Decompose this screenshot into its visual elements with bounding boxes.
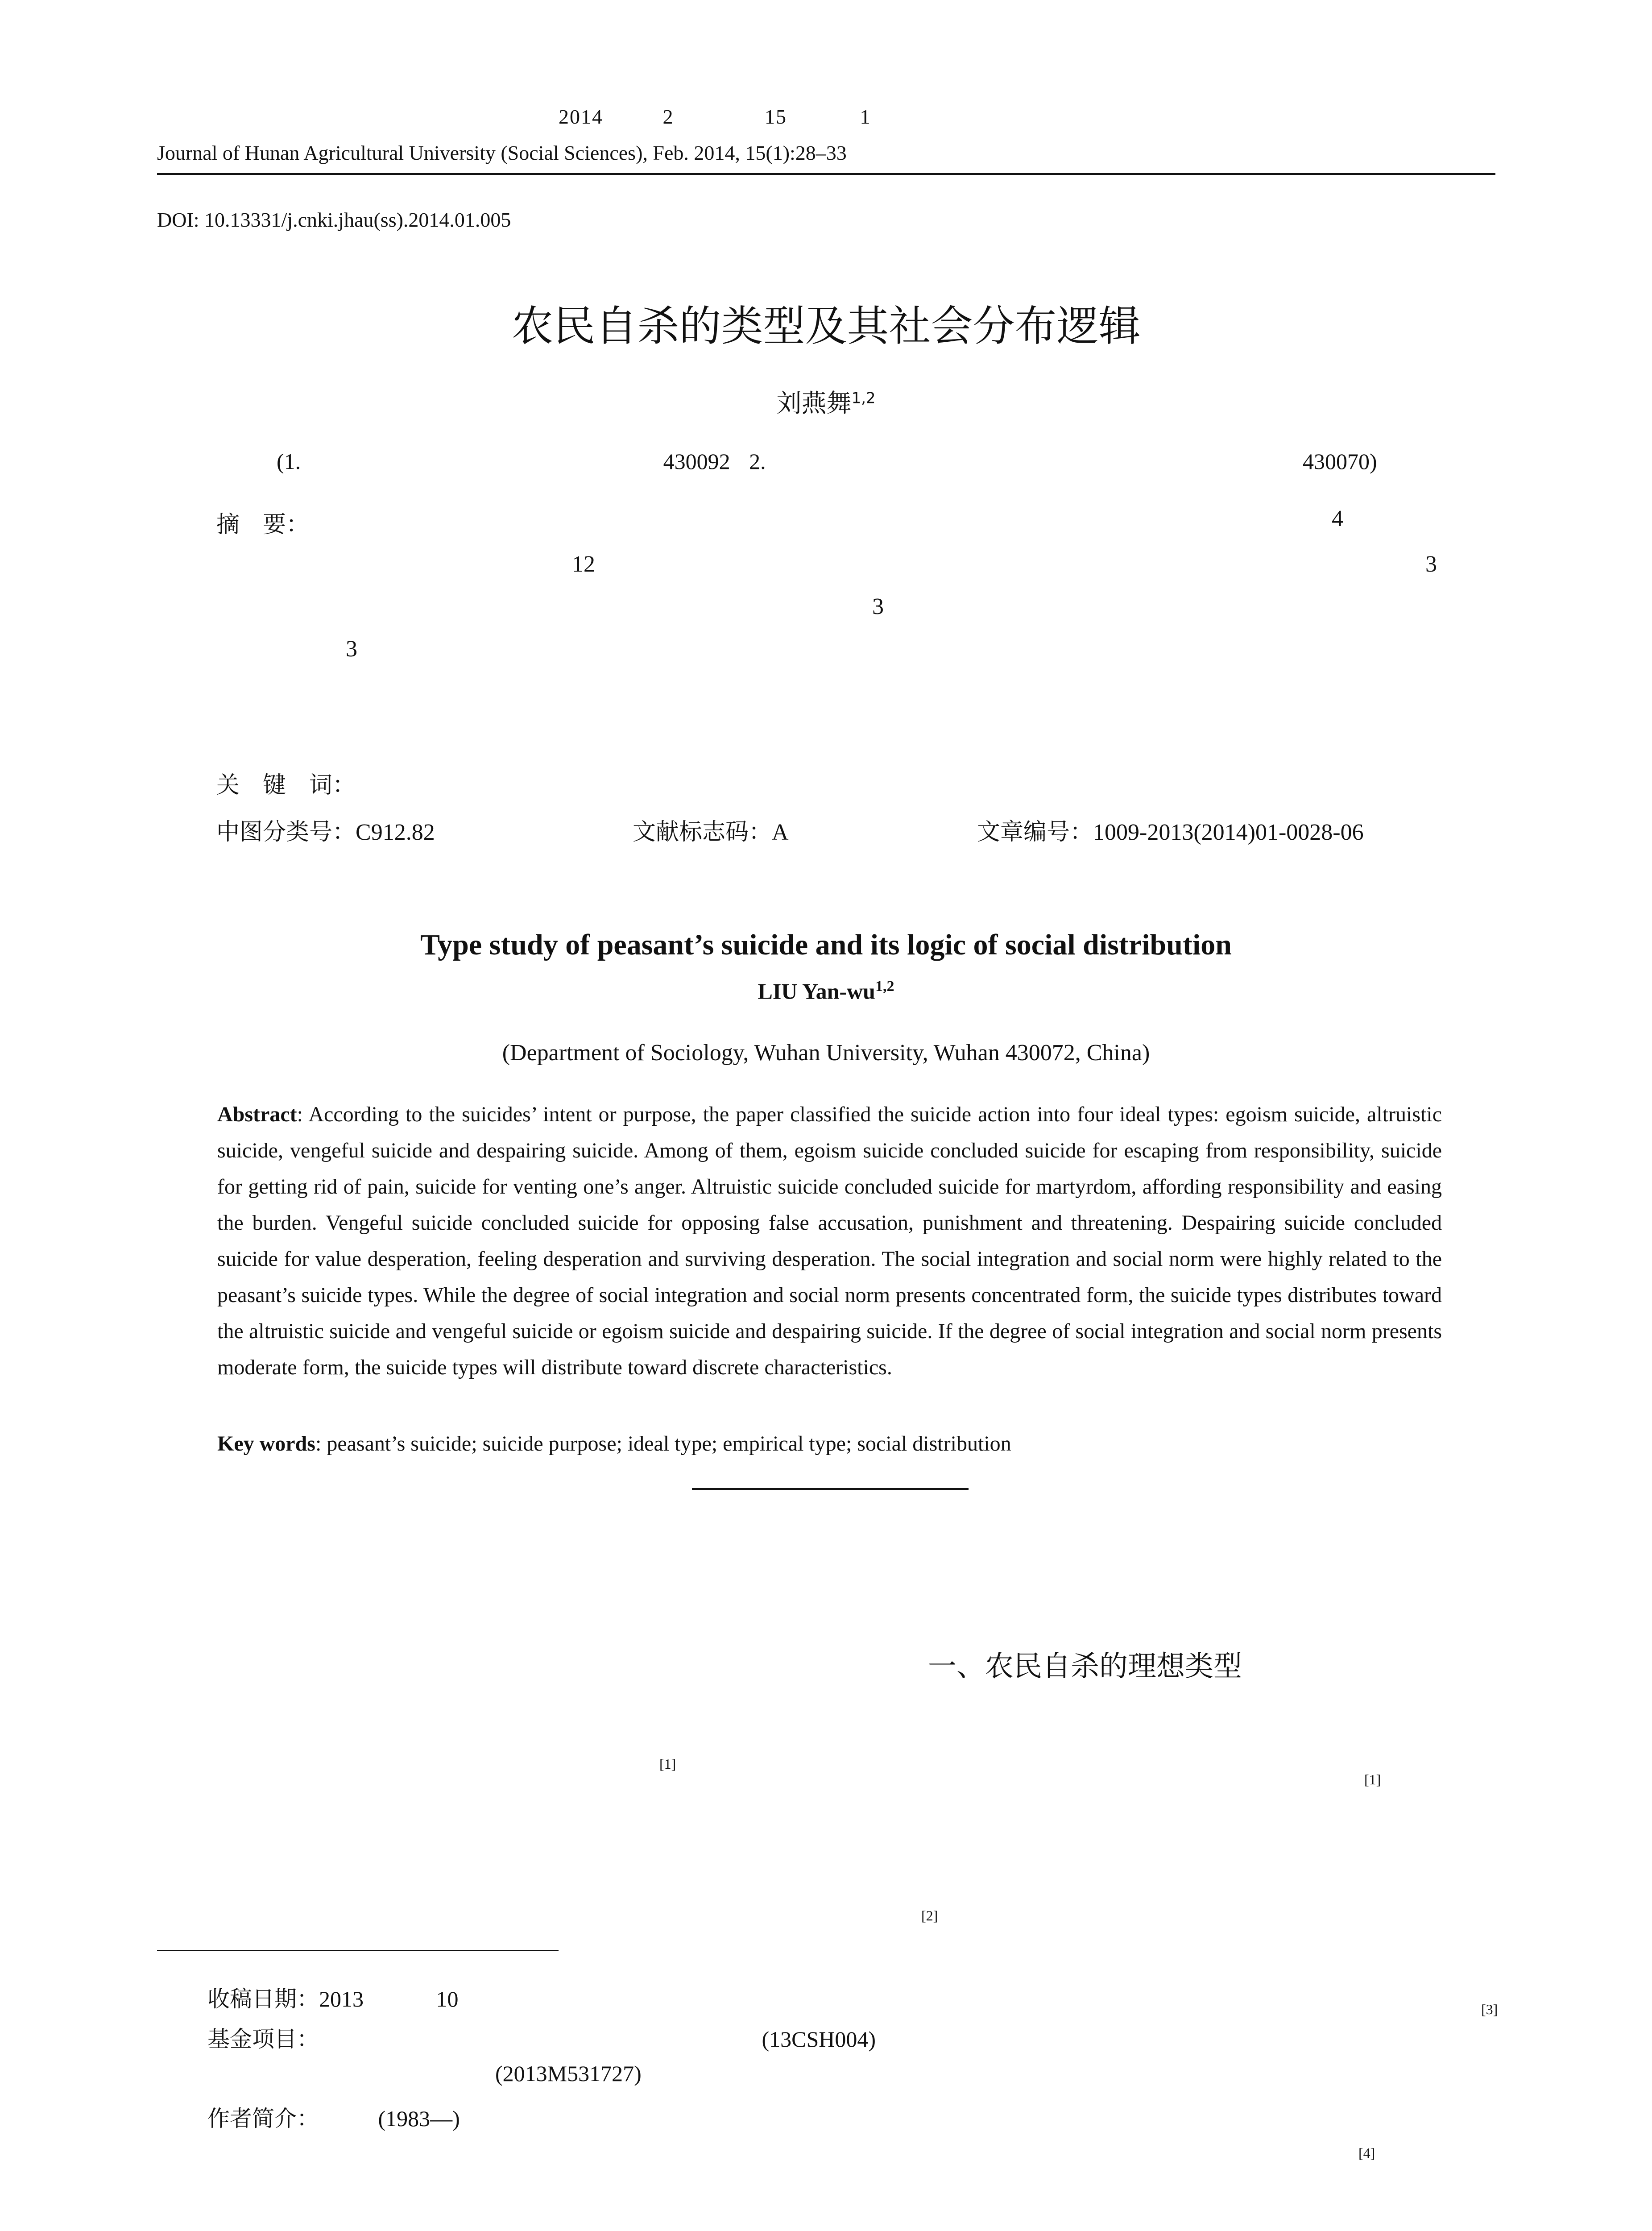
cn-affil-sep: 2. (749, 449, 766, 474)
cn-classification (216, 813, 435, 846)
cn-author (0, 384, 1652, 419)
author-note-label: 作者简介： (207, 2106, 319, 2131)
header-month: 2 (662, 105, 674, 128)
cn-author-name: 刘燕舞 (776, 389, 852, 418)
footnote-author (207, 2101, 460, 2133)
en-abstract-text: : According to the suicides’ intent or purpose, the paper classified the suicide action into four ideal types: egoism suicide, altruistic suicide, vengeful suicide and despairing suicide. Among of them, egoism suicide concluded suicide for escaping from responsibility, suicide for getting rid of pain, suicide for venting one’s anger. Altruistic suicide concluded suicide for martyrdom, affording responsibility and easing the burden. Vengeful suicide concluded suicide for opposing false accusation, punishment and threatening. Despairing suicide concluded suicide for value desperation, feeling desperation and surviving desperation. The social integration and social norm were highly related to the peasant’s suicide types. While the degree of social integration and social norm presents concentrated form, the suicide types distributes toward the altruistic suicide and vengeful suicide or egoism suicide and despairing suicide. If the degree of social integration and social norm presents moderate form, the suicide types will distribute toward discrete characteristics. (217, 1103, 1442, 1379)
en-title: Type study of peasant’s suicide and its logic of social distribution (420, 929, 1232, 961)
en-affiliation: (Department of Sociology, Wuhan University, Wuhan 430072, China) (502, 1040, 1150, 1066)
citation-ref: [3] (1481, 2001, 1498, 2017)
running-header-en: Journal of Hunan Agricultural University (Social Sciences), Feb. 2014, 15(1):28–33 (157, 141, 847, 164)
cn-affiliation (277, 448, 766, 474)
header-volume: 15 (765, 105, 787, 128)
fund-code2: (2013M531727) (495, 2061, 642, 2086)
en-keywords-label: Key words (217, 1432, 315, 1456)
citation-ref: [1] (659, 1756, 676, 1772)
cn-class-label: 中图分类号： (216, 819, 356, 846)
cn-affil-start: (1. (277, 449, 301, 474)
cn-title: 农民自杀的类型及其社会分布逻辑 (511, 302, 1141, 351)
header-year: 2014 (559, 105, 603, 128)
cn-doccode-label: 文献标志码： (633, 819, 772, 846)
en-author-name: LIU Yan-wu (758, 979, 875, 1004)
header-issue: 1 (860, 105, 871, 128)
fund-code1: (13CSH004) (762, 2027, 876, 2052)
cn-artno-value: 1009-2013(2014)01-0028-06 (1093, 820, 1364, 845)
received-value: 2013 (319, 1986, 364, 2011)
citation-ref: [2] (921, 1908, 938, 1924)
footnote-received (207, 1981, 459, 2013)
en-abstract-label: Abstract (217, 1103, 297, 1126)
cn-artno-label: 文章编号： (977, 819, 1093, 846)
en-keywords-text: : peasant’s suicide; suicide purpose; ideal type; empirical type; social distribution (315, 1432, 1011, 1456)
doi: DOI: 10.13331/j.cnki.jhau(ss).2014.01.005 (157, 208, 511, 231)
received-day: 10 (436, 1986, 459, 2011)
en-abstract (217, 1096, 1442, 1385)
en-keywords (217, 1431, 1442, 1456)
running-header-cn (157, 105, 871, 129)
header-rule (157, 173, 1495, 175)
cn-abstract-number: 3 (346, 636, 357, 662)
cn-abstract-label: 摘 要： (216, 511, 310, 538)
cn-affil-postcode2: 430070) (1303, 449, 1377, 474)
cn-class-value: C912.82 (356, 820, 435, 845)
section-divider (692, 1488, 969, 1490)
cn-abstract-number: 4 (1332, 506, 1343, 531)
author-years: (1983—) (378, 2106, 460, 2131)
cn-abstract-number: 12 (572, 552, 595, 577)
cn-author-sup: 1,2 (851, 389, 876, 407)
cn-affil-postcode1: 430092 (663, 449, 730, 474)
received-label: 收稿日期： (207, 1986, 319, 2012)
en-author-sup: 1,2 (875, 978, 894, 995)
cn-document-code (633, 813, 789, 846)
cn-doccode-value: A (772, 820, 789, 845)
citation-ref: [1] (1364, 1771, 1381, 1787)
en-author (0, 978, 1652, 1004)
fund-label: 基金项目： (207, 2026, 319, 2052)
section-heading: 一、农民自杀的理想类型 (928, 1650, 1242, 1683)
cn-abstract-number: 3 (872, 594, 884, 619)
footnote-fund (207, 2021, 876, 2053)
cn-keywords-label: 关 键 词： (216, 772, 356, 799)
cn-abstract-number: 3 (1425, 552, 1437, 577)
cn-article-number (977, 813, 1364, 846)
citation-ref: [4] (1358, 2145, 1375, 2161)
footnote-rule (157, 1950, 559, 1951)
